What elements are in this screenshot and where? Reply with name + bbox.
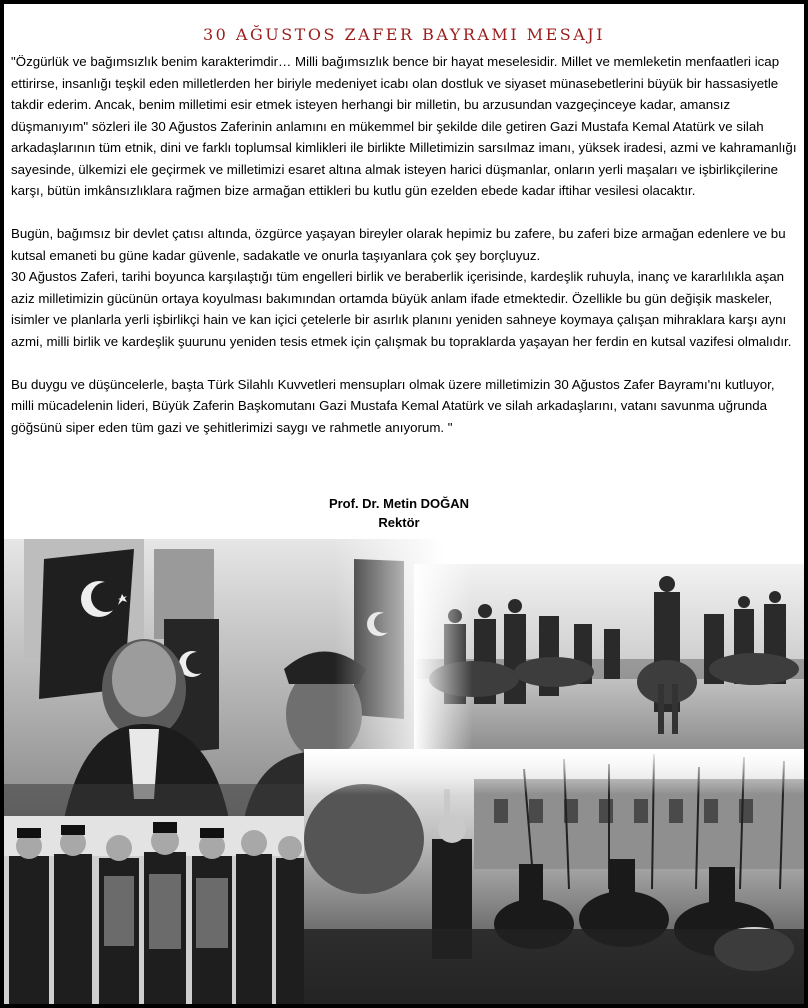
paragraph-2: Bugün, bağımsız bir devlet çatısı altında, özgürce yaşayan bireyler olarak hepimiz bu zafere, bu zaferi bize armağan edenlere ve bu kutsal emaneti bu güne kadar güvenle, sadakatle ve onurla taşıyanlara çok şey borçluyuz. — [11, 226, 786, 263]
photo-crowd-horsemen — [304, 749, 804, 1004]
paragraph-4: Bu duygu ve düşüncelerle, başta Türk Silahlı Kuvvetleri mensupları olmak üzere milletimizin 30 Ağustos Zafer Bayramı'nı kutluyor, milli mücadelenin lideri, Büyük Zaferin Başkomutanı Gazi Mustafa Kemal Atatürk ve silah arkadaşlarını, vatanı savunma uğrunda göğsünü siper eden tüm gazi ve şehitlerimizi saygı ve rahmetle anıyorum. " — [11, 376, 775, 435]
signature-name: Prof. Dr. Metin DOĞAN — [328, 496, 470, 511]
signature-block — [4, 494, 804, 532]
page-title: 30 AĞUSTOS ZAFER BAYRAMI MESAJI — [202, 24, 606, 44]
photo-cavalry-column — [414, 564, 804, 774]
photo-officers-group — [4, 816, 304, 1004]
message-body — [11, 51, 799, 460]
paragraph-1: "Özgürlük ve bağımsızlık benim karakterimdir… Milli bağımsızlık bence bir hayat meselesidir. Millet ve memleketin menfaatleri icap ettirirse, insanlığı teşkil eden milletlerden her biriyle medeniyet icabı olan dostluk ve siyaset münasebetlerini büyük bir hassasiyetle takdir ederim. Ancak, benim milletimi esir etmek isteyen herhangi bir milletin, bu arzusundan vazgeçinceye kadar, amansız düşmanıyım" sözleri ile 30 Ağustos Zaferinin anlamını en mükemmel bir şekilde dile getiren Gazi Mustafa Kemal Atatürk ve silah arkadaşlarının tüm etnik, dini ve farklı toplumsal kimlikleri ile birlikte Milletimizin sarsılmaz imanı, yüksek iradesi, azmi ve kahramanlığı sayesinde, ülkemizi ele geçirmek ve milletimizi esaret altına almak isteyen harici düşmanlar, onların yerli maşaları ve işbirlikçilerine karşı, bütün imkânsızlıklara rağmen bize armağan ettikleri bu kutlu gün ezelden ebede kadar iftihar vesilesi olacaktır. — [11, 54, 797, 198]
paragraph-3: 30 Ağustos Zaferi, tarihi boyunca karşılaştığı tüm engelleri birlik ve beraberlik içerisinde, kardeşlik ruhuyla, inanç ve kararlılıkla aşan aziz milletimizin gücünün ortaya koyulması bakımından ortamda büyük anlam ifade etmektedir. Özellikle bu gün değişik maskeler, isimler ve planlarla yerli işbirlikçi hain ve kan içici çetelerle bir asırlık planını yeniden sahneye koymaya çalışan mihraklara karşı aynı azmi, milli birlik ve kardeşlik şuurunu yeniden tesis etmek için çalışmak bu topraklarda yaşayan her ferdin en kutsal vazifesi olmalıdır. — [11, 269, 792, 349]
message-page — [4, 4, 804, 1004]
signature-role: Rektör — [378, 515, 420, 530]
